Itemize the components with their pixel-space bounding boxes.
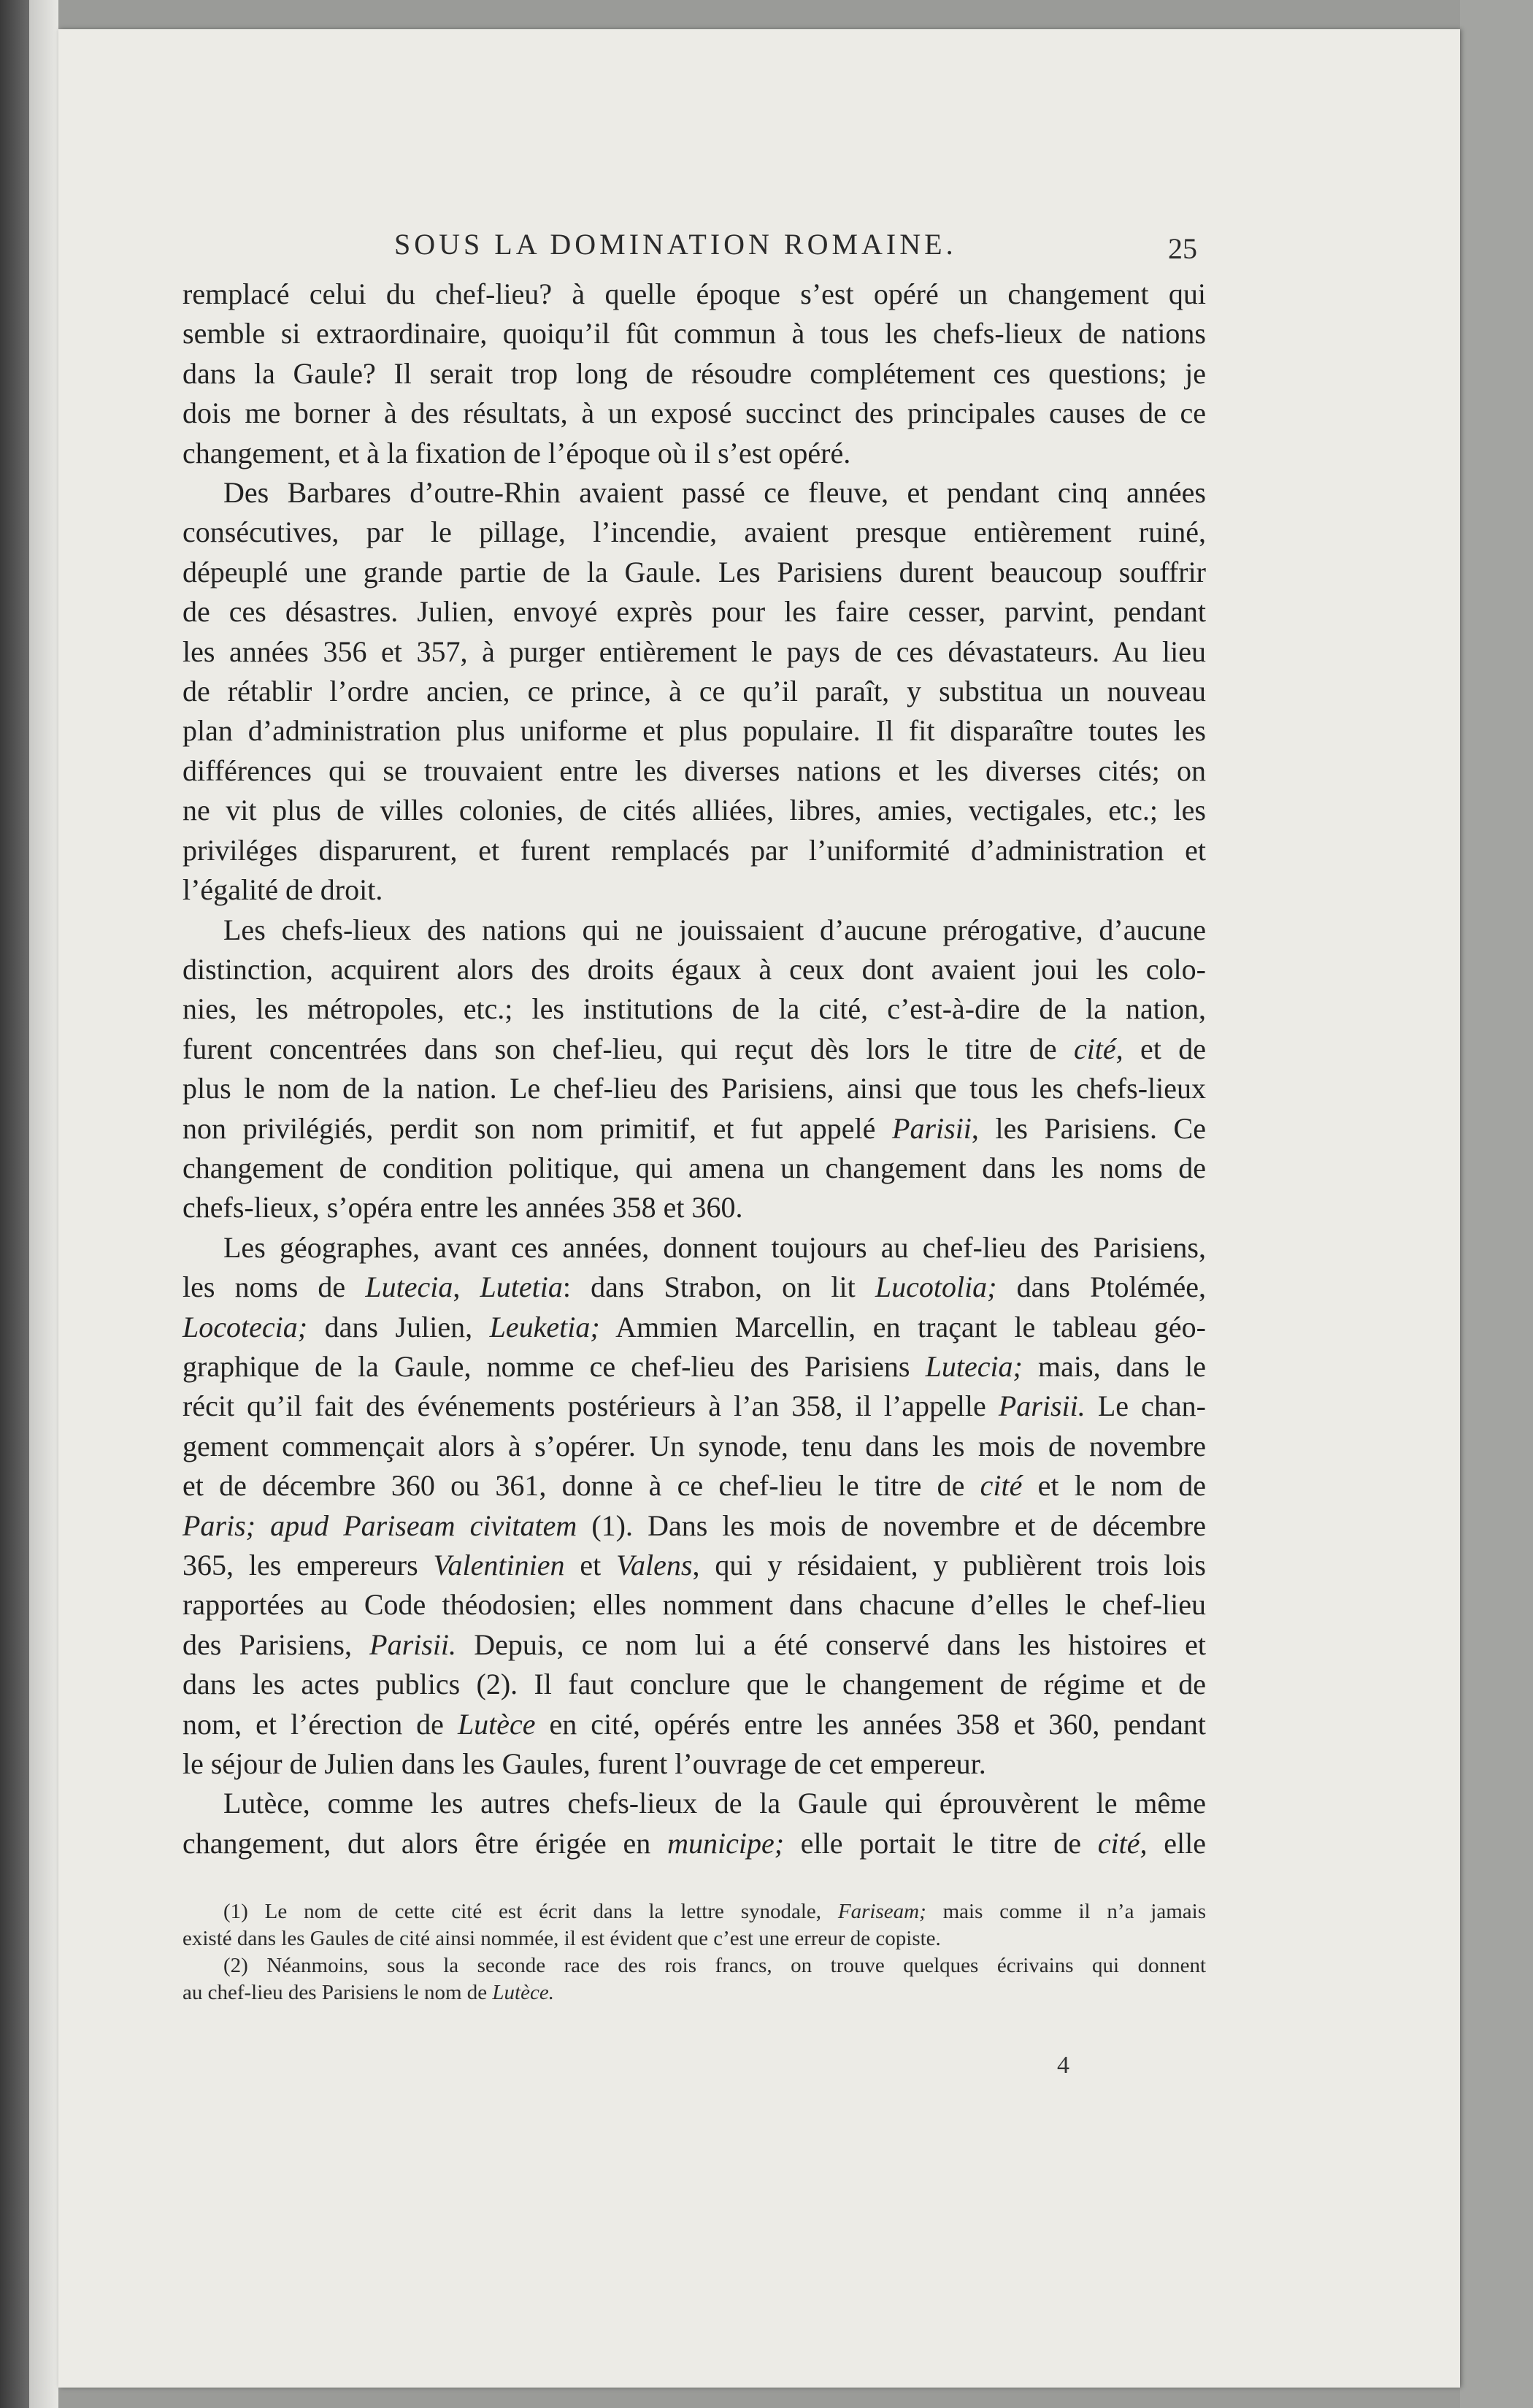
body-line: 365, les empereurs Valentinien et Valens, qui y résidaient, y publièrent trois lois <box>182 1549 1207 1581</box>
italic-term: Valens <box>616 1549 693 1581</box>
body-line: Locotecia; dans Julien, Leuketia; Ammien Marcellin, en traçant le tableau géo- <box>182 1310 1206 1343</box>
italic-term: Lutèce <box>457 1707 536 1741</box>
italic-term: municipe; <box>667 1826 785 1860</box>
footnotes <box>182 1898 1206 2006</box>
italic-term: Leuketia; <box>489 1310 600 1343</box>
body-line: priviléges disparurent, et furent remplacés par l’uniformité d’administration et <box>182 833 1206 867</box>
body-line: nom, et l’érection de Lutèce en cité, opérés entre les années 358 et 360, pendant <box>182 1707 1207 1741</box>
body-line: changement, et à la fixation de l’époque où il s’est opéré. <box>182 436 851 469</box>
body-line: des Parisiens, Parisii. Depuis, ce nom lui a été conservé dans les histoires et <box>182 1627 1206 1661</box>
italic-term: Parisii. <box>369 1627 457 1661</box>
body-line: Lutèce, comme les autres chefs-lieux de la Gaule qui éprouvèrent le même <box>223 1787 1206 1820</box>
body-line: non privilégiés, perdit son nom primitif, et fut appelé Parisii, les Parisiens. Ce <box>182 1111 1206 1145</box>
body-text <box>182 275 1206 1863</box>
body-line: ne vit plus de villes colonies, de cités alliées, libres, amies, vectigales, etc.; les <box>182 794 1206 827</box>
footnote-line: (1) Le nom de cette cité est écrit dans la lettre synodale, Fariseam; mais comme il n’a jamais <box>223 1900 1207 1923</box>
body-line: rapportées au Code théodosien; elles nomment dans chacune d’elles le chef-lieu <box>182 1588 1206 1622</box>
body-paragraph <box>182 275 1206 473</box>
footnote-paragraph <box>182 1952 1206 2006</box>
body-paragraph <box>182 1784 1206 1863</box>
body-line: et de décembre 360 ou 361, donne à ce chef-lieu le titre de cité et le nom de <box>182 1469 1206 1503</box>
italic-term: cité, <box>1073 1032 1123 1065</box>
body-line: changement de condition politique, qui amena un changement dans les noms de <box>182 1151 1206 1184</box>
italic-term: Lutecia <box>365 1270 453 1304</box>
body-line: l’égalité de droit. <box>182 873 383 907</box>
scan-background <box>1460 0 1533 2408</box>
footnote-line: existé dans les Gaules de cité ainsi nommée, il est évident que c’est une erreur de copiste. <box>182 1927 941 1950</box>
italic-term: Fariseam; <box>837 1900 926 1923</box>
italic-term: Locotecia; <box>182 1310 308 1343</box>
italic-term: Parisii <box>892 1111 972 1145</box>
body-line: graphique de la Gaule, nomme ce chef-lieu des Parisiens Lutecia; mais, dans le <box>182 1349 1206 1383</box>
running-title: SOUS LA DOMINATION ROMAINE. <box>394 228 957 261</box>
body-line: dans la Gaule? Il serait trop long de résoudre complétement ces questions; je <box>182 356 1206 390</box>
italic-term: Lutetia <box>480 1270 563 1304</box>
body-line: plus le nom de la nation. Le chef-lieu des Parisiens, ainsi que tous les chefs-lieux <box>182 1072 1206 1105</box>
body-line: de rétablir l’ordre ancien, ce prince, à ce qu’il paraît, y substitua un nouveau <box>182 675 1206 708</box>
italic-term: Parisii. <box>998 1389 1086 1423</box>
body-line: changement, dut alors être érigée en municipe; elle portait le titre de cité, elle <box>182 1826 1207 1860</box>
body-paragraph <box>182 1228 1206 1784</box>
italic-term: Lucotolia; <box>875 1270 997 1304</box>
body-line: dois me borner à des résultats, à un exposé succinct des principales causes de ce <box>182 396 1206 430</box>
italic-term: Paris; apud Pariseam civitatem <box>182 1508 577 1542</box>
facing-page-edge <box>29 0 58 2408</box>
body-line: différences qui se trouvaient entre les diverses nations et les diverses cités; on <box>182 754 1206 787</box>
italic-term: cité <box>980 1469 1023 1503</box>
body-line: remplacé celui du chef-lieu? à quelle époque s’est opéré un changement qui <box>182 277 1206 310</box>
body-line: Des Barbares d’outre-Rhin avaient passé ce fleuve, et pendant cinq années <box>223 476 1206 510</box>
footnote-line: au chef-lieu des Parisiens le nom de Lutèce. <box>182 1981 554 2004</box>
body-line: gement commençait alors à s’opérer. Un synode, tenu dans les mois de novembre <box>182 1429 1206 1462</box>
body-line: les noms de Lutecia, Lutetia: dans Strabon, on lit Lucotolia; dans Ptolémée, <box>182 1270 1206 1304</box>
body-line: consécutives, par le pillage, l’incendie, avaient presque entièrement ruiné, <box>182 515 1206 549</box>
body-line: récit qu’il fait des événements postérieurs à l’an 358, il l’appelle Parisii. Le chan- <box>182 1389 1207 1423</box>
body-line: dépeuplé une grande partie de la Gaule. Les Parisiens durent beaucoup souffrir <box>182 555 1206 588</box>
page-number: 25 <box>1168 232 1197 265</box>
italic-term: Lutèce. <box>492 1981 554 2004</box>
scanner-dark-edge <box>0 0 29 2408</box>
body-line: semble si extraordinaire, quoiqu’il fût commun à tous les chefs-lieux de nations <box>182 317 1206 350</box>
body-line: dans les actes publics (2). Il faut conclure que le changement de régime et de <box>182 1668 1206 1701</box>
italic-term: cité, <box>1097 1826 1148 1860</box>
body-line: Les chefs-lieux des nations qui ne jouissaient d’aucune prérogative, d’aucune <box>223 913 1206 946</box>
footnote-paragraph <box>182 1898 1206 1952</box>
body-line: furent concentrées dans son chef-lieu, qui reçut dès lors le titre de cité, et de <box>182 1032 1206 1065</box>
body-line: nies, les métropoles, etc.; les institutions de la cité, c’est-à-dire de la nation, <box>182 992 1206 1026</box>
footnote-line: (2) Néanmoins, sous la seconde race des rois francs, on trouve quelques écrivains qui donnent <box>223 1954 1206 1977</box>
signature-mark: 4 <box>1057 2052 1069 2079</box>
body-line: distinction, acquirent alors des droits égaux à ceux dont avaient joui les colo- <box>182 952 1206 986</box>
body-paragraph <box>182 473 1206 910</box>
italic-term: Lutecia; <box>925 1349 1023 1383</box>
body-line: de ces désastres. Julien, envoyé exprès pour les faire cesser, parvint, pendant <box>182 595 1206 629</box>
body-line: chefs-lieux, s’opéra entre les années 358 et 360. <box>182 1191 743 1224</box>
italic-term: Valentinien <box>433 1549 565 1581</box>
body-line: Les géographes, avant ces années, donnent toujours au chef-lieu des Parisiens, <box>223 1230 1206 1264</box>
body-line: les années 356 et 357, à purger entièrement le pays de ces dévastateurs. Au lieu <box>182 634 1206 668</box>
body-line: le séjour de Julien dans les Gaules, furent l’ouvrage de cet empereur. <box>182 1747 986 1781</box>
body-line: plan d’administration plus uniforme et plus populaire. Il fit disparaître toutes les <box>182 714 1206 748</box>
body-paragraph <box>182 910 1206 1228</box>
body-line: Paris; apud Pariseam civitatem (1). Dans les mois de novembre et de décembre <box>182 1508 1206 1542</box>
